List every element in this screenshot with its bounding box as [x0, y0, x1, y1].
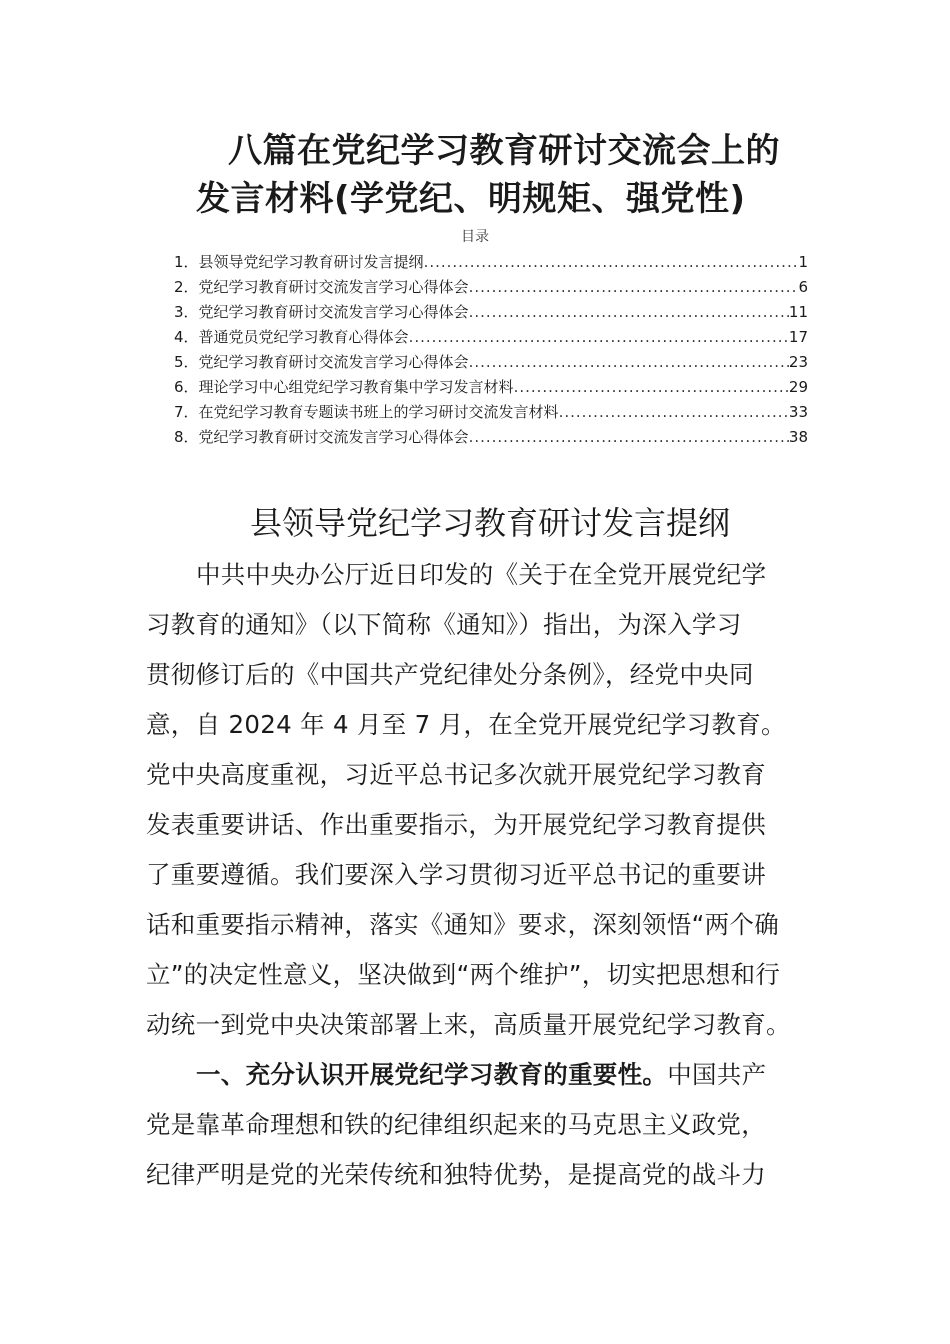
paragraph-line: 党是靠革命理想和铁的纪律组织起来的马克思主义政党，: [146, 1110, 766, 1139]
section-title: 县领导党纪学习教育研讨发言提纲: [249, 504, 730, 542]
paragraph-line: 纪律严明是党的光荣传统和独特优势，是提高党的战斗力: [146, 1160, 766, 1189]
toc-heading: 目录: [461, 229, 489, 245]
document-title-line-1: 八篇在党纪学习教育研讨交流会上的: [228, 131, 780, 171]
paragraph-line: 贯彻修订后的《中国共产党纪律处分条例》，经党中央同: [146, 660, 754, 689]
toc-entry-page: 23: [788, 353, 808, 371]
toc-entry[interactable]: [174, 425, 808, 450]
toc-entry-number: 5．: [174, 353, 199, 371]
paragraph-line: 意，自 2024 年 4 月至 7 月，在全党开展党纪学习教育。: [146, 710, 786, 739]
toc-entry-page: 6: [798, 278, 808, 296]
paragraph-line: 了重要遵循。我们要深入学习贯彻习近平总书记的重要讲: [146, 860, 766, 889]
toc-entry[interactable]: [174, 375, 808, 400]
toc-entry-number: 8．: [174, 428, 199, 446]
toc-entry-number: 3．: [174, 303, 199, 321]
toc-entry-title: 党纪学习教育研讨交流发言学习心得体会: [198, 353, 469, 371]
toc-entry-title: 党纪学习教育研讨交流发言学习心得体会: [198, 303, 469, 321]
toc-entry-title: 普通党员党纪学习教育心得体会: [198, 328, 409, 346]
paragraph-line: 习教育的通知》（以下简称《通知》）指出，为深入学习: [146, 610, 742, 639]
paragraph-line-rest: 中国共产: [667, 1060, 767, 1089]
toc-entry-page: 17: [788, 328, 808, 346]
toc-entry[interactable]: [174, 325, 808, 350]
toc-entry-title: 县领导党纪学习教育研讨发言提纲: [198, 253, 424, 271]
toc-entry[interactable]: [174, 250, 808, 275]
body-text: [146, 550, 808, 1200]
document-title-line-2: 发言材料(学党纪、明规矩、强党性): [196, 179, 746, 219]
toc-entry[interactable]: [174, 350, 808, 375]
toc-dot-leader: [559, 400, 789, 425]
toc-entry-title: 理论学习中心组党纪学习教育集中学习发言材料: [198, 378, 514, 396]
toc-entry-number: 6．: [174, 378, 199, 396]
toc-entry-page: 29: [788, 378, 808, 396]
toc-dot-leader: [469, 350, 789, 375]
paragraph-lead-heading: 一、充分认识开展党纪学习教育的重要性。: [196, 1060, 668, 1089]
toc-entry-title: 党纪学习教育研讨交流发言学习心得体会: [198, 278, 469, 296]
paragraph-line: 发表重要讲话、作出重要指示，为开展党纪学习教育提供: [146, 810, 766, 839]
paragraph-line: 立”的决定性意义，坚决做到“两个维护”，切实把思想和行: [146, 960, 781, 989]
toc-entry[interactable]: [174, 275, 808, 300]
paragraph-line: 中共中央办公厅近日印发的《关于在全党开展党纪学: [196, 560, 767, 589]
toc-entry-page: 33: [788, 403, 808, 421]
toc-entry-number: 2．: [174, 278, 199, 296]
paragraph-line: 动统一到党中央决策部署上来，高质量开展党纪学习教育。: [146, 1010, 791, 1039]
table-of-contents: [174, 250, 808, 450]
toc-dot-leader: [469, 425, 789, 450]
toc-entry-number: 7．: [174, 403, 199, 421]
toc-dot-leader: [409, 325, 789, 350]
toc-entry-title: 党纪学习教育研讨交流发言学习心得体会: [198, 428, 469, 446]
toc-entry[interactable]: [174, 300, 808, 325]
toc-entry-number: 1．: [174, 253, 199, 271]
toc-entry-page: 1: [798, 253, 808, 271]
toc-dot-leader: [469, 300, 789, 325]
toc-dot-leader: [424, 250, 799, 275]
toc-dot-leader: [469, 275, 799, 300]
paragraph-line: 话和重要指示精神，落实《通知》要求，深刻领悟“两个确: [146, 910, 779, 939]
toc-entry-page: 38: [788, 428, 808, 446]
toc-dot-leader: [514, 375, 789, 400]
toc-entry-number: 4．: [174, 328, 199, 346]
paragraph-line: [146, 1050, 808, 1100]
toc-entry-page: 11: [788, 303, 808, 321]
toc-entry-title: 在党纪学习教育专题读书班上的学习研讨交流发言材料: [198, 403, 559, 421]
paragraph-line: 党中央高度重视，习近平总书记多次就开展党纪学习教育: [146, 760, 766, 789]
toc-entry[interactable]: [174, 400, 808, 425]
